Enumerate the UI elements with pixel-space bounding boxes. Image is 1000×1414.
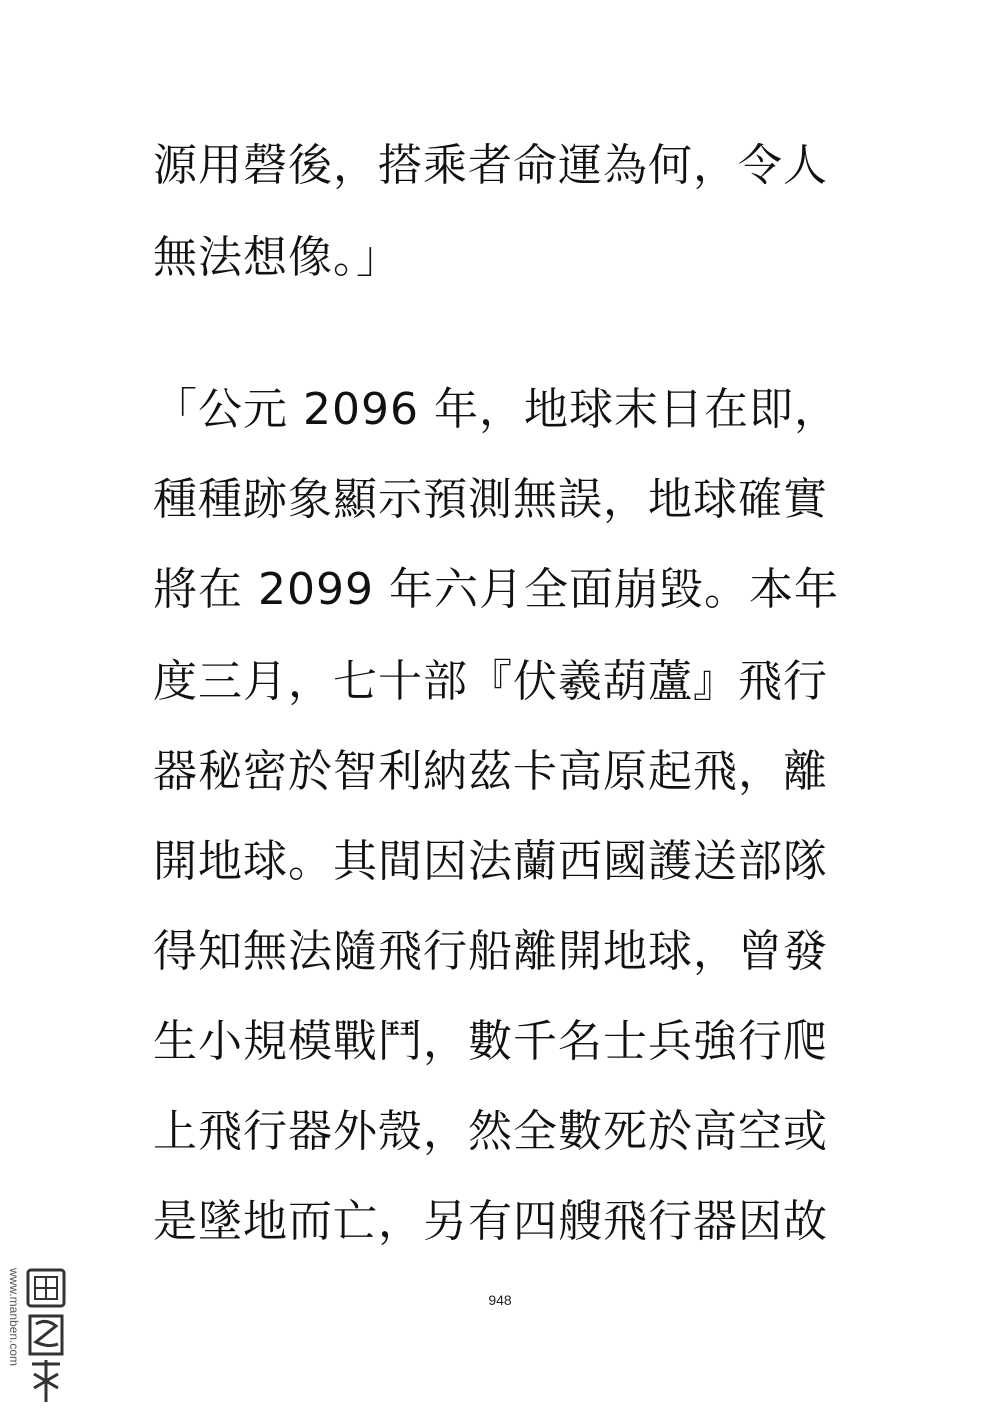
text-line-5: 將在 2099 年六月全面崩毀。本年 [153,564,839,615]
text-line-2: 無法想像。」 [153,232,401,283]
text-line-7: 器秘密於智利納茲卡高原起飛，離 [153,746,828,797]
text-line-10: 生小規模戰鬥，數千名士兵強行爬 [153,1016,828,1067]
text-line-1: 源用磬後，搭乘者命運為何，令人 [153,140,828,191]
watermark-logo [26,1268,66,1406]
text-line-9: 得知無法隨飛行船離開地球，曾發 [153,926,828,977]
text-line-4: 種種跡象顯示預測無誤，地球確實 [153,474,828,525]
page-number: 948 [488,1292,512,1308]
text-line-12: 是墜地而亡，另有四艘飛行器因故 [153,1196,828,1247]
text-line-8: 開地球。其間因法蘭西國護送部隊 [153,836,828,887]
watermark-url: www.manben.com [7,1268,21,1367]
text-line-6: 度三月，七十部『伏羲葫蘆』飛行 [153,656,828,707]
text-line-11: 上飛行器外殼，然全數死於高空或 [153,1106,828,1157]
text-line-3: 「公元 2096 年，地球末日在即， [153,384,839,435]
